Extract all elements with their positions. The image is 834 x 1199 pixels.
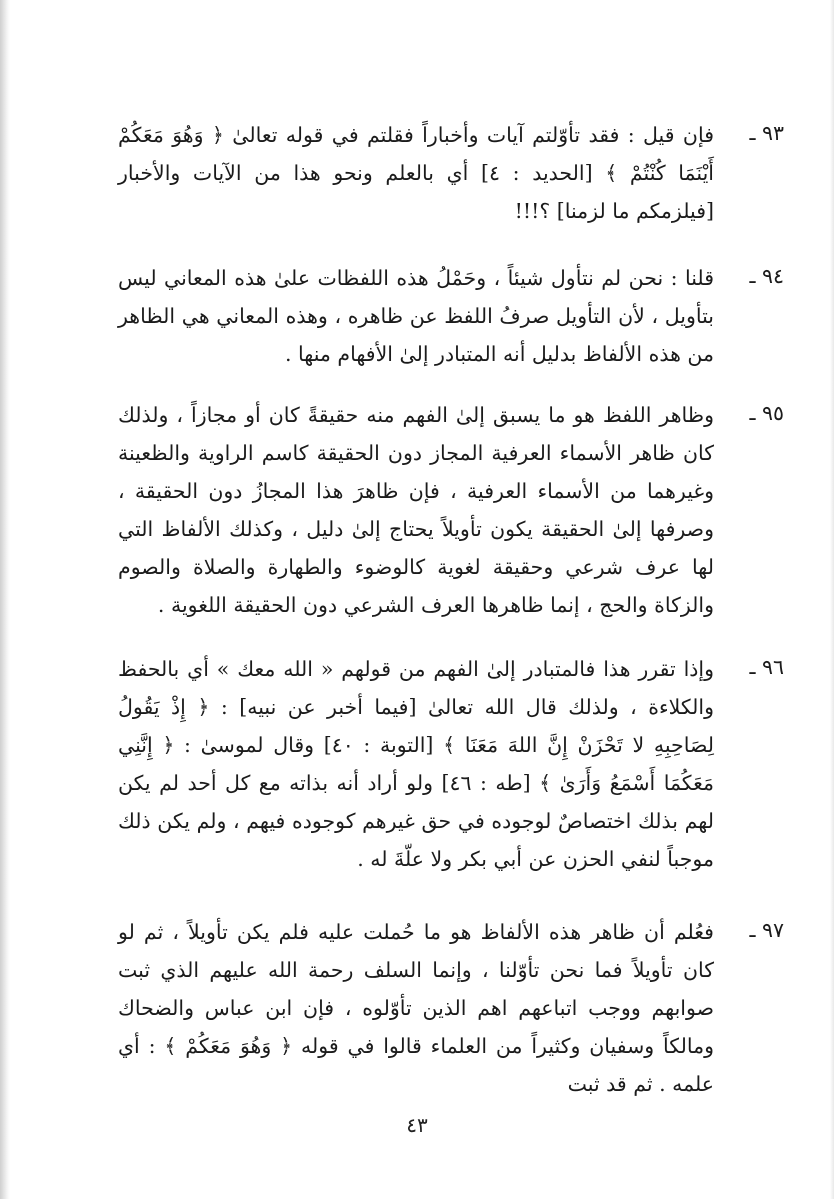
scan-shadow-left	[0, 0, 10, 1199]
paragraph-number-95: ٩٥ ـ	[749, 401, 784, 425]
paragraph-97-text: فعُلم أن ظاهر هذه الألفاظ هو ما حُملت عليه فلم يكن تأويلاً ، ثم لو كان تأويلاً فما نحن تأوّلنا ، وإنما السلف رحمة الله عليهم الذي ثبت صوابهم ووجب اتباعهم اهم الذين تأوّلوه ، فإن ابن عباس والضحاك ومالكاً وسفيان وكثيراً من العلماء قالوا في قوله ﴿ وَهُوَ مَعَكُمْ ﴾ : أي علمه . ثم قد ثبت	[118, 920, 714, 1096]
paragraph-94-text: قلنا : نحن لم نتأول شيئاً ، وحَمْلُ هذه اللفظات علىٰ هذه المعاني ليس بتأويل ، لأن التأويل صرفُ اللفظ عن ظاهره ، وهذه المعاني هي الظاهر من هذه الألفاظ بدليل أنه المتبادر إلىٰ الأفهام منها .	[118, 266, 714, 366]
paragraph-number-94: ٩٤ ـ	[749, 264, 784, 288]
scan-shadow-right	[830, 0, 834, 1199]
paragraph-93-text: فإن قيل : فقد تأوّلتم آيات وأخباراً فقلتم في قوله تعالىٰ ﴿ وَهُوَ مَعَكُمْ أَيْنَمَا كُنْتُمْ ﴾ [الحديد : ٤] أي بالعلم ونحو هذا من الآيات والأخبار [فيلزمكم ما لزمنا] ؟!!!	[118, 123, 714, 223]
paragraph-number-93: ٩٣ ـ	[749, 121, 784, 145]
page-number: ٤٣	[406, 1113, 428, 1137]
paragraph-number-96: ٩٦ ـ	[749, 655, 784, 679]
paragraph-95-text: وظاهر اللفظ هو ما يسبق إلىٰ الفهم منه حقيقةً كان أو مجازاً ، ولذلك كان ظاهر الأسماء العرفية المجاز دون الحقيقة كاسم الراوية والظعينة وغيرهما من الأسماء العرفية ، فإن ظاهرَ هذا المجازُ دون الحقيقة ، وصرفها إلىٰ الحقيقة يكون تأويلاً يحتاج إلىٰ دليل ، وكذلك الألفاظ التي لها عرف شرعي وحقيقة لغوية كالوضوء والطهارة والصلاة والصوم والزكاة والحج ، إنما ظاهرها العرف الشرعي دون الحقيقة اللغوية .	[118, 403, 714, 617]
paragraph-number-97: ٩٧ ـ	[749, 918, 784, 942]
paragraph-96-text: وإذا تقرر هذا فالمتبادر إلىٰ الفهم من قولهم « الله معك » أي بالحفظ والكلاءة ، ولذلك قال الله تعالىٰ [فيما أخبر عن نبيه] : ﴿ إِذْ يَقُولُ لِصَاحِبِهِ لا تَحْزَنْ إِنَّ اللهَ مَعَنَا ﴾ [التوبة : ٤٠] وقال لموسىٰ : ﴿ إِنَّنِي مَعَكُمَا أَسْمَعُ وَأَرَىٰ ﴾ [طه : ٤٦] ولو أراد أنه بذاته مع كل أحد لم يكن لهم بذلك اختصاصٌ لوجوده في حق غيرهم كوجوده فيهم ، ولم يكن ذلك موجباً لنفي الحزن عن أبي بكر ولا علّةَ له .	[118, 657, 714, 871]
